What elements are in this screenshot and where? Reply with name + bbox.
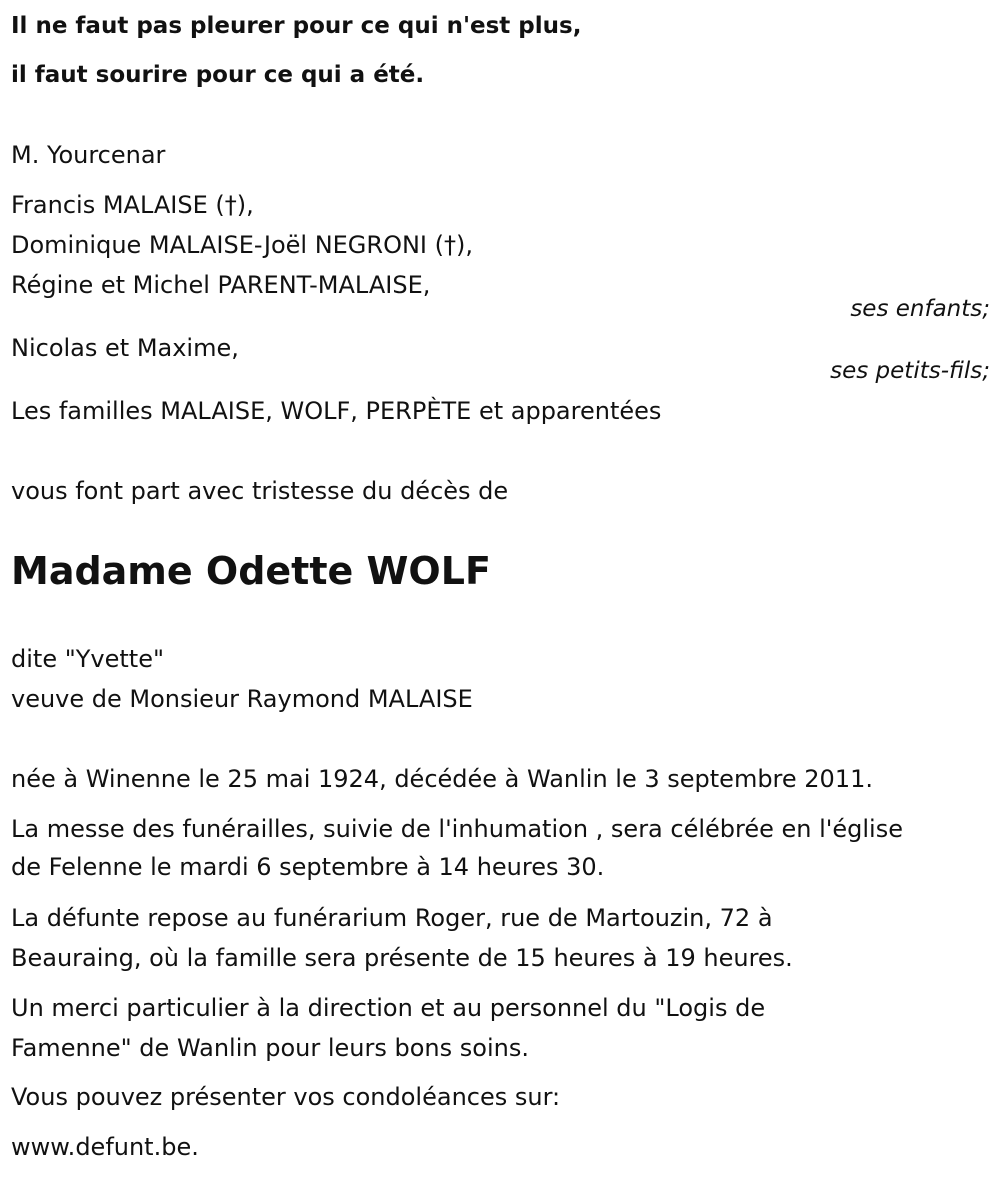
condolences-line: Vous pouvez présenter vos condoléances sur: <box>11 1083 561 1111</box>
funeral-line-1: La messe des funérailles, suivie de l'inhumation , sera célébrée en l'église <box>11 815 903 843</box>
children-relation: ses enfants; <box>850 296 990 322</box>
child-line-3: Régine et Michel PARENT-MALAISE, <box>11 271 431 299</box>
announcement-line: vous font part avec tristesse du décès de <box>11 477 509 505</box>
repose-line-2: Beauraing, où la famille sera présente de 15 heures à 19 heures. <box>11 944 793 972</box>
quote-line-1: Il ne faut pas pleurer pour ce qui n'est plus, <box>11 13 582 39</box>
child-line-2: Dominique MALAISE-Joël NEGRONI (†), <box>11 231 473 259</box>
deceased-nickname: dite "Yvette" <box>11 645 164 673</box>
grandchildren-line: Nicolas et Maxime, <box>11 334 239 362</box>
deceased-name: Madame Odette WOLF <box>11 549 491 593</box>
families-line: Les familles MALAISE, WOLF, PERPÈTE et apparentées <box>11 397 662 425</box>
quote-author: M. Yourcenar <box>11 141 166 169</box>
deceased-widow-of: veuve de Monsieur Raymond MALAISE <box>11 685 473 713</box>
quote-line-2: il faut sourire pour ce qui a été. <box>11 62 425 88</box>
thanks-line-2: Famenne" de Wanlin pour leurs bons soins. <box>11 1034 529 1062</box>
grandchildren-relation: ses petits-fils; <box>830 358 990 384</box>
website-link[interactable]: www.defunt.be. <box>11 1133 199 1161</box>
funeral-line-2: de Felenne le mardi 6 septembre à 14 heures 30. <box>11 853 605 881</box>
thanks-line-1: Un merci particulier à la direction et au personnel du "Logis de <box>11 994 766 1022</box>
repose-line-1: La défunte repose au funérarium Roger, rue de Martouzin, 72 à <box>11 904 773 932</box>
birth-death-line: née à Winenne le 25 mai 1924, décédée à Wanlin le 3 septembre 2011. <box>11 765 873 793</box>
child-line-1: Francis MALAISE (†), <box>11 191 254 219</box>
